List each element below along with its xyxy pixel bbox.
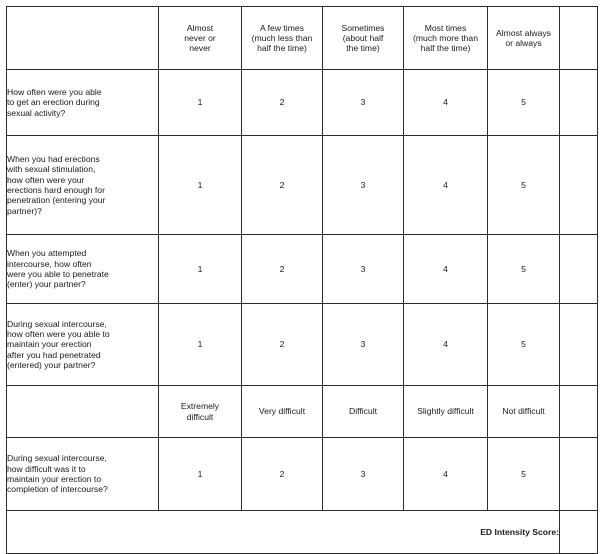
answer-option-2[interactable]: 2 — [242, 136, 323, 235]
answer-option-5[interactable]: 5 — [488, 235, 560, 304]
question-text-cell — [7, 70, 159, 136]
answer-option-5[interactable]: 5 — [488, 136, 560, 235]
question-text-cell — [7, 235, 159, 304]
difficulty-option-5: Not difficult — [488, 386, 560, 438]
answer-option-3[interactable]: 3 — [323, 70, 404, 136]
ed-intensity-table — [6, 6, 598, 554]
answer-option-5[interactable]: 5 — [488, 438, 560, 511]
score-cell[interactable] — [560, 235, 598, 304]
score-header-cell — [560, 7, 598, 70]
header-option-1: Almost never or never — [159, 7, 242, 70]
answer-option-2[interactable]: 2 — [242, 70, 323, 136]
header-option-5: Almost always or always — [488, 7, 560, 70]
question-row — [7, 304, 598, 386]
question-text-cell — [7, 438, 159, 511]
header-option-4: Most times (much more than half the time) — [404, 7, 488, 70]
question-text-cell — [7, 136, 159, 235]
blank-header-cell — [7, 386, 159, 438]
question-text: During sexual intercourse, how often were you able to maintain your erection after you had penetrated (entered) your partner? — [7, 318, 110, 370]
answer-option-5[interactable]: 5 — [488, 304, 560, 386]
score-header-cell — [560, 386, 598, 438]
total-score-label: ED Intensity Score: — [7, 511, 560, 554]
answer-option-2[interactable]: 2 — [242, 438, 323, 511]
question-text: When you had erections with sexual stimulation, how often were your erections hard enough for penetration (entering your partner)? — [7, 154, 106, 216]
question-text-cell — [7, 304, 159, 386]
header-option-2: A few times (much less than half the time) — [242, 7, 323, 70]
answer-option-4[interactable]: 4 — [404, 438, 488, 511]
difficulty-option-2: Very difficult — [242, 386, 323, 438]
score-cell[interactable] — [560, 70, 598, 136]
answer-option-3[interactable]: 3 — [323, 136, 404, 235]
frequency-header-row — [7, 7, 598, 70]
question-row — [7, 235, 598, 304]
difficulty-option-3: Difficult — [323, 386, 404, 438]
score-cell[interactable] — [560, 304, 598, 386]
answer-option-4[interactable]: 4 — [404, 304, 488, 386]
answer-option-1[interactable]: 1 — [159, 438, 242, 511]
answer-option-1[interactable]: 1 — [159, 235, 242, 304]
total-row — [7, 511, 598, 554]
header-option-3: Sometimes (about half the time) — [323, 7, 404, 70]
question-row — [7, 136, 598, 235]
difficulty-option-4: Slightly difficult — [404, 386, 488, 438]
total-score-cell[interactable] — [560, 511, 598, 554]
difficulty-option-1: Extremely difficult — [159, 386, 242, 438]
answer-option-2[interactable]: 2 — [242, 304, 323, 386]
answer-option-3[interactable]: 3 — [323, 438, 404, 511]
answer-option-4[interactable]: 4 — [404, 70, 488, 136]
answer-option-4[interactable]: 4 — [404, 235, 488, 304]
answer-option-2[interactable]: 2 — [242, 235, 323, 304]
answer-option-4[interactable]: 4 — [404, 136, 488, 235]
score-cell[interactable] — [560, 136, 598, 235]
blank-header-cell — [7, 7, 159, 70]
question-row — [7, 438, 598, 511]
answer-option-3[interactable]: 3 — [323, 304, 404, 386]
answer-option-1[interactable]: 1 — [159, 304, 242, 386]
answer-option-1[interactable]: 1 — [159, 136, 242, 235]
answer-option-3[interactable]: 3 — [323, 235, 404, 304]
question-text: How often were you able to get an erection during sexual activity? — [7, 87, 102, 118]
answer-option-1[interactable]: 1 — [159, 70, 242, 136]
difficulty-header-row — [7, 386, 598, 438]
question-text: During sexual intercourse, how difficult was it to maintain your erection to completion of intercourse? — [7, 453, 108, 495]
score-cell[interactable] — [560, 438, 598, 511]
question-text: When you attempted intercourse, how often were you able to penetrate (enter) your partner? — [7, 248, 109, 290]
answer-option-5[interactable]: 5 — [488, 70, 560, 136]
question-row — [7, 70, 598, 136]
